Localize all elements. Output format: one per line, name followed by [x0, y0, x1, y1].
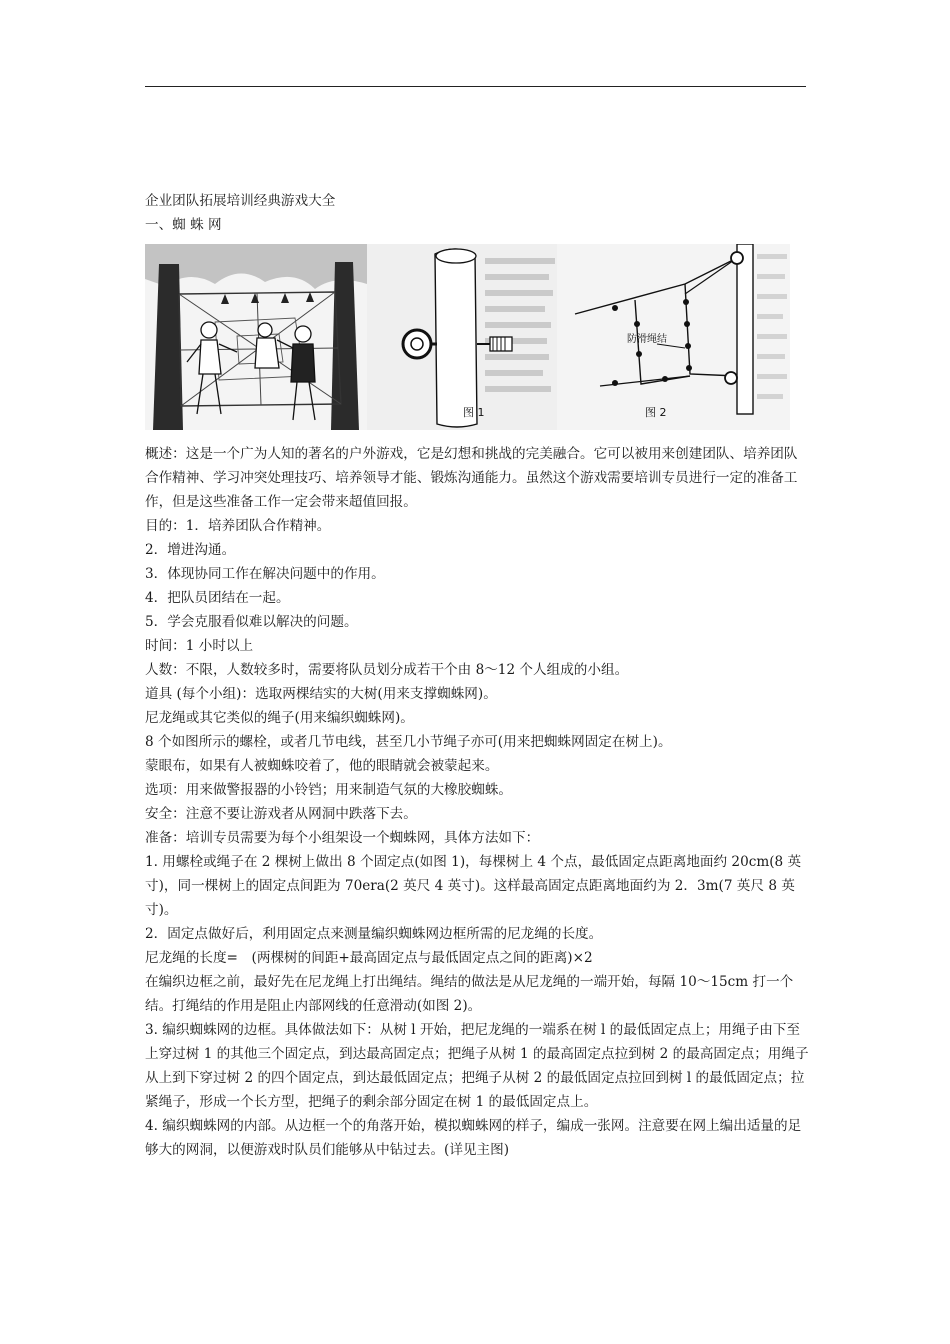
title-block	[145, 189, 810, 237]
paragraph-goal-4: 4．把队员团结在一起。	[145, 590, 290, 606]
fig2-label: 图 2	[645, 406, 667, 419]
figure-illustration	[145, 244, 790, 430]
paragraph-step-4: 4. 编织蜘蛛网的内部。从边框一个的角落开始，模拟蜘蛛网的样子，编成一张网。注意要在网上编出适量的足够大的网洞，以便游戏时队员们能够从中钻过去。(详见主图)	[145, 1118, 802, 1158]
paragraph-goal-2: 2．增进沟通。	[145, 542, 236, 558]
paragraph-time: 时间：1 小时以上	[145, 638, 254, 654]
spider-web-scene	[145, 244, 367, 430]
spider-web-figure	[145, 244, 790, 430]
paragraph-step-2: 2．固定点做好后，利用固定点来测量编织蜘蛛网边框所需的尼龙绳的长度。	[145, 926, 603, 942]
paragraph-blindfold: 蒙眼布，如果有人被蜘蛛咬着了，他的眼睛就会被蒙起来。	[145, 758, 499, 774]
bolt-diagram	[367, 244, 557, 430]
paragraph-props: 道具 (每个小组)：选取两棵结实的大树(用来支撑蜘蛛网)。	[145, 686, 497, 702]
paragraph-overview: 概述：这是一个广为人知的著名的户外游戏，它是幻想和挑战的完美融合。它可以被用来创建团队、培养团队合作精神、学习冲突处理技巧、培养领导才能、锻炼沟通能力。虽然这个游戏需要培训专员进行一定的准备工作，但是这些准备工作一定会带来超值回报。	[145, 446, 798, 510]
fig1-label: 图 1	[463, 406, 485, 419]
paragraph-rope: 尼龙绳或其它类似的绳子(用来编织蜘蛛网)。	[145, 710, 414, 726]
paragraph-safety: 安全：注意不要让游戏者从网洞中跌落下去。	[145, 806, 417, 822]
knot-diagram	[557, 244, 790, 430]
body-text	[145, 442, 810, 1162]
paragraph-goal-5: 5．学会克服看似难以解决的问题。	[145, 614, 358, 630]
paragraph-goal-3: 3．体现协同工作在解决问题中的作用。	[145, 566, 385, 582]
paragraph-goal-1: 目的：1．培养团队合作精神。	[145, 518, 331, 534]
fig2-annotation: 防滑绳结	[627, 334, 667, 345]
paragraph-rope-length: 尼龙绳的长度= (两棵树的间距+最高固定点与最低固定点之间的距离)×2	[145, 950, 593, 966]
paragraph-options: 选项：用来做警报器的小铃铛；用来制造气氛的大橡胶蜘蛛。	[145, 782, 513, 798]
document-title: 企业团队拓展培训经典游戏大全	[145, 193, 336, 209]
paragraph-bolts: 8 个如图所示的螺栓，或者几节电线，甚至几小节绳子亦可(用来把蜘蛛网固定在树上)。	[145, 734, 672, 750]
paragraph-knots: 在编织边框之前，最好先在尼龙绳上打出绳结。绳结的做法是从尼龙绳的一端开始，每隔 10～15cm 打一个结。打绳结的作用是阻止内部网线的任意滑动(如图 2)。	[145, 974, 794, 1014]
paragraph-step-3: 3. 编织蜘蛛网的边框。具体做法如下：从树 l 开始，把尼龙绳的一端系在树 l 的最低固定点上；用绳子由下至上穿过树 1 的其他三个固定点，到达最高固定点；把绳子从树 1 的最高固定点拉到树 2 的最高固定点；用绳子从上到下穿过树 2 的四个固定点，到达最低固定点；把绳子从树 2 的最低固定点拉回到树 l 的最低固定点；拉紧绳子，形成一个长方型，把绳子的剩余部分固定在树 1 的最低固定点上。	[145, 1022, 809, 1110]
section-heading: 一、蜘 蛛 网	[145, 217, 222, 233]
paragraph-people: 人数：不限，人数较多时，需要将队员划分成若干个由 8～12 个人组成的小组。	[145, 662, 629, 678]
paragraph-step-1: 1. 用螺栓或绳子在 2 棵树上做出 8 个固定点(如图 1)，每棵树上 4 个点，最低固定点距离地面约 20cm(8 英寸)，同一棵树上的固定点间距为 70era(2 英尺 4 英寸)。这样最高固定点距离地面约为 2．3m(7 英尺 8 英寸)。	[145, 854, 802, 918]
paragraph-prep: 准备：培训专员需要为每个小组架设一个蜘蛛网，具体方法如下：	[145, 830, 540, 846]
header-rule	[145, 86, 806, 87]
